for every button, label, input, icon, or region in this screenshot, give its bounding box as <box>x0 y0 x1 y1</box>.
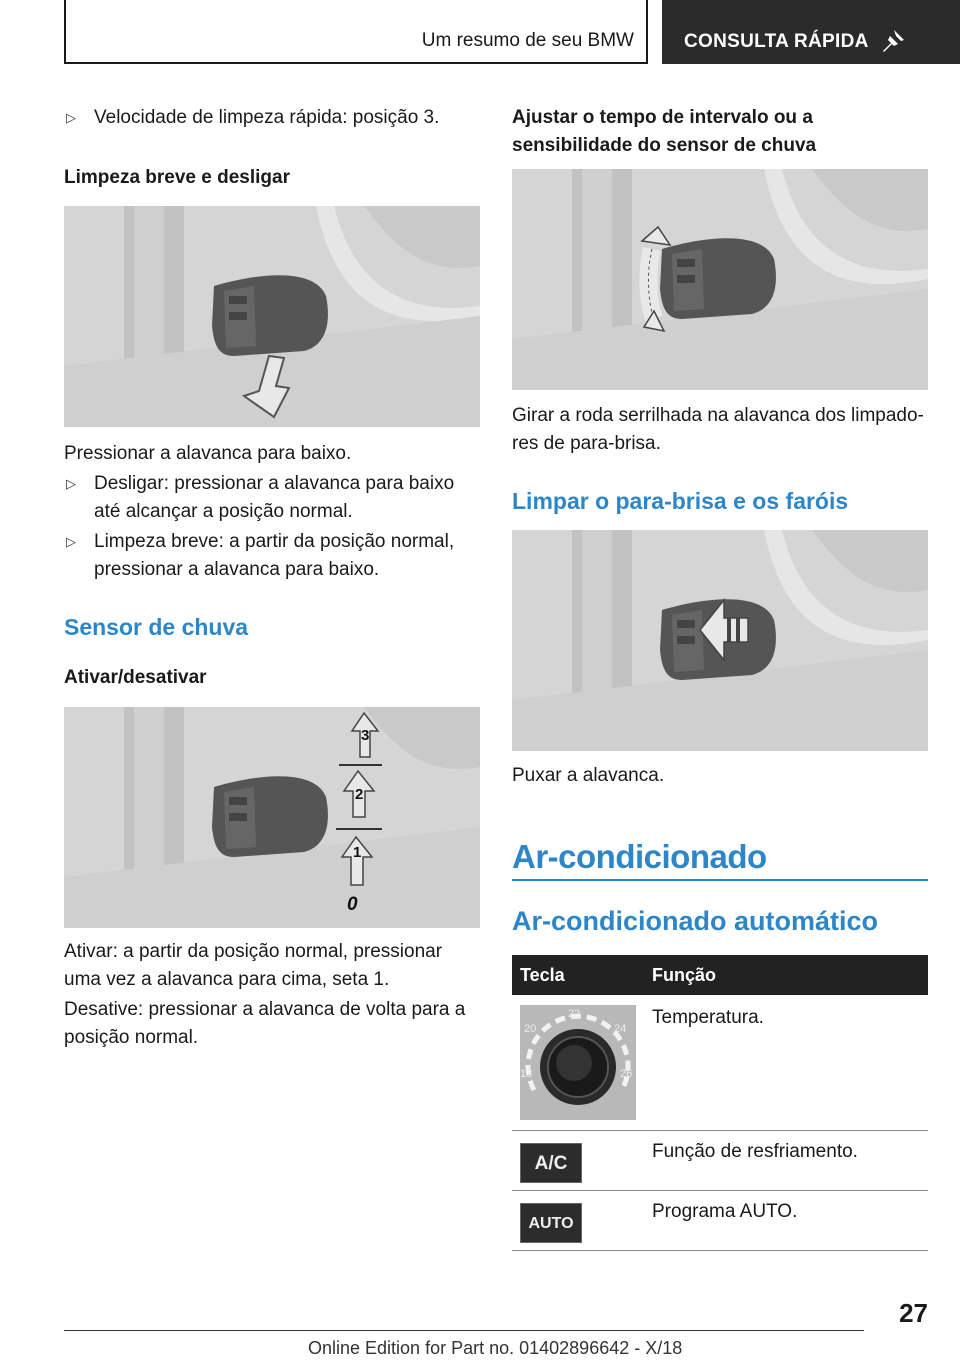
svg-text:20: 20 <box>524 1023 537 1035</box>
table-row <box>512 1130 928 1190</box>
heading-rule <box>512 879 928 881</box>
temperature-dial-icon <box>520 1005 636 1120</box>
col-header-tecla: Tecla <box>512 955 644 995</box>
bullet-desligar: ▷ Desligar: pressionar a alavanca para baixo até alcançar a posição normal. <box>64 470 480 526</box>
para-girar: Girar a roda serrilhada na alavanca dos limpado-res de para-brisa. <box>512 405 924 454</box>
svg-text:18: 18 <box>520 1068 533 1080</box>
pin-icon <box>880 28 906 54</box>
heading-ajustar-intervalo: Ajustar o tempo de intervalo ou a sensibilidade do sensor de chuva <box>512 107 817 156</box>
col-header-funcao: Função <box>644 955 928 995</box>
svg-text:22: 22 <box>568 1008 581 1020</box>
figure-label-2: 2 <box>355 786 364 803</box>
table-header-row <box>512 955 928 995</box>
heading-limpar-para-brisa: Limpar o para-brisa e os faróis <box>512 488 849 514</box>
table-row <box>512 1190 928 1250</box>
figure-knurled-wheel <box>512 169 928 390</box>
header-tab-label: CONSULTA RÁPIDA <box>684 31 869 52</box>
heading-sensor-de-chuva: Sensor de chuva <box>64 614 249 640</box>
heading-limpeza-breve: Limpeza breve e desligar <box>64 167 290 188</box>
triangle-bullet-icon: ▷ <box>66 534 76 549</box>
para-desative: Desative: pressionar a alavanca de volta para a posição normal. <box>64 999 466 1048</box>
page-number: 27 <box>899 1298 928 1328</box>
heading-ar-condicionado: Ar-condicionado <box>512 838 767 875</box>
footer-edition: Online Edition for Part no. 01402896642 - X/18 <box>308 1338 683 1358</box>
figure-wiper-lever-down <box>64 206 480 427</box>
figure-label-1: 1 <box>353 844 362 861</box>
para-ativar: Ativar: a partir da posição normal, pressionar uma vez a alavanca para cima, seta 1. <box>64 941 443 990</box>
bullet-limpeza-breve: ▷ Limpeza breve: a partir da posição normal, pressionar a alavanca para baixo. <box>64 528 480 584</box>
func-programa-auto: Programa AUTO. <box>644 1190 928 1250</box>
para-puxar: Puxar a alavanca. <box>512 765 665 786</box>
header-section-title: Um resumo de seu BMW <box>421 30 634 51</box>
svg-text:26: 26 <box>620 1068 633 1080</box>
triangle-bullet-icon: ▷ <box>66 110 76 125</box>
heading-ar-condicionado-automatico: Ar-condicionado automático <box>512 906 879 936</box>
auto-button-icon: AUTO <box>520 1203 582 1243</box>
footer-rule <box>64 1330 864 1331</box>
figure-rain-sensor-lever <box>64 707 480 928</box>
keys-table <box>512 955 928 1251</box>
ac-button-icon: A/C <box>520 1143 582 1183</box>
figure-label-0: 0 <box>347 894 358 915</box>
header-section-box <box>64 0 648 64</box>
svg-text:24: 24 <box>614 1023 627 1035</box>
bullet-speed: ▷ Velocidade de limpeza rápida: posição 3. <box>64 104 480 132</box>
heading-ativar-desativar: Ativar/desativar <box>64 667 207 688</box>
func-temperatura: Temperatura. <box>644 995 928 1130</box>
figure-label-3: 3 <box>361 727 370 744</box>
header-tab[interactable] <box>662 0 960 64</box>
triangle-bullet-icon: ▷ <box>66 476 76 491</box>
table-row <box>512 995 928 1130</box>
para-pressionar: Pressionar a alavanca para baixo. <box>64 443 352 464</box>
func-resfriamento: Função de resfriamento. <box>644 1130 928 1190</box>
figure-pull-lever <box>512 530 928 751</box>
